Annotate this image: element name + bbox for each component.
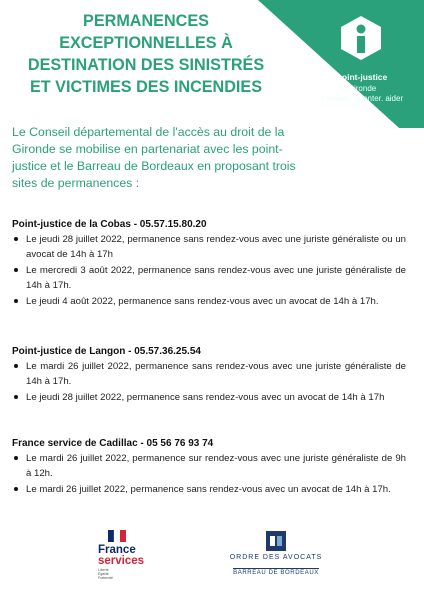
- section-langon: [12, 345, 414, 406]
- list-item: Le mercredi 3 août 2022, permanence sans rendez-vous avec une juriste généraliste de 14h à 17h.: [12, 263, 414, 293]
- bullet-icon: [14, 299, 18, 303]
- france-services-line1: France: [98, 544, 136, 556]
- section-cobas: [12, 218, 414, 310]
- brand-tagline: informer. orienter. aider: [320, 94, 404, 103]
- bullet-icon: [14, 395, 18, 399]
- france-services-logo: [96, 530, 156, 580]
- bullet-icon: [14, 364, 18, 368]
- list-item: Le jeudi 4 août 2022, permanence sans rendez-vous avec un avocat de 14h à 17h.: [12, 294, 414, 309]
- list-item: Le jeudi 28 juillet 2022, permanence sans rendez-vous avec un avocat de 14h à 17h: [12, 390, 414, 405]
- bullet-icon: [14, 456, 18, 460]
- list-item: Le mardi 26 juillet 2022, permanence sans rendez-vous avec une juriste généraliste de 14h à 17h.: [12, 359, 414, 389]
- section-heading: Point-justice de Langon - 05.57.36.25.54: [12, 346, 201, 357]
- ordre-title: ORDRE DES AVOCATS: [229, 554, 323, 561]
- list-item: Le mardi 26 juillet 2022, permanence sans rendez-vous avec un avocat de 14h à 17h.: [12, 482, 414, 497]
- section-cadillac: [12, 437, 414, 498]
- france-services-line2: services: [98, 555, 145, 567]
- title-line: PERMANENCES: [83, 12, 209, 30]
- section-list: [12, 359, 414, 405]
- bullet-icon: [14, 237, 18, 241]
- title-line: ET VICTIMES DES INCENDIES: [29, 78, 263, 96]
- bullet-icon: [14, 268, 18, 272]
- ordre-emblem-icon: [265, 530, 287, 552]
- ordre-avocats-logo: [224, 530, 328, 580]
- ordre-subtitle: BARREAU DE BORDEAUX: [233, 570, 319, 576]
- brand-region: Gironde: [347, 84, 377, 93]
- title-line: EXCEPTIONNELLES À: [59, 34, 233, 52]
- title-line: DESTINATION DES SINISTRÉS: [27, 56, 265, 74]
- section-heading: France service de Cadillac - 05 56 76 93 74: [12, 438, 214, 449]
- france-services-motto: Liberté Égalité Fraternité: [98, 568, 113, 580]
- list-item: Le mardi 26 juillet 2022, permanence sur rendez-vous avec une juriste généraliste de 9h à 12h.: [12, 451, 414, 481]
- french-flag-icon: [108, 530, 126, 542]
- brand-name: point-justice: [336, 72, 388, 82]
- section-list: [12, 451, 414, 497]
- bullet-icon: [14, 487, 18, 491]
- page-title: [8, 10, 284, 98]
- france-services-wordmark: [98, 545, 144, 567]
- section-heading: Point-justice de la Cobas - 05.57.15.80.20: [12, 219, 207, 230]
- intro-paragraph: Le Conseil départemental de l'accès au droit de la Gironde se mobilise en partenariat avec les point-justice et le Barreau de Bordeaux en proposant trois sites de permanences :: [12, 125, 296, 190]
- point-justice-logo-icon: [338, 14, 384, 62]
- brand-subtitle: [310, 84, 414, 104]
- list-item: Le jeudi 28 juillet 2022, permanence sans rendez-vous avec une juriste généraliste ou un avocat de 14h à 17h: [12, 232, 414, 262]
- section-list: [12, 232, 414, 309]
